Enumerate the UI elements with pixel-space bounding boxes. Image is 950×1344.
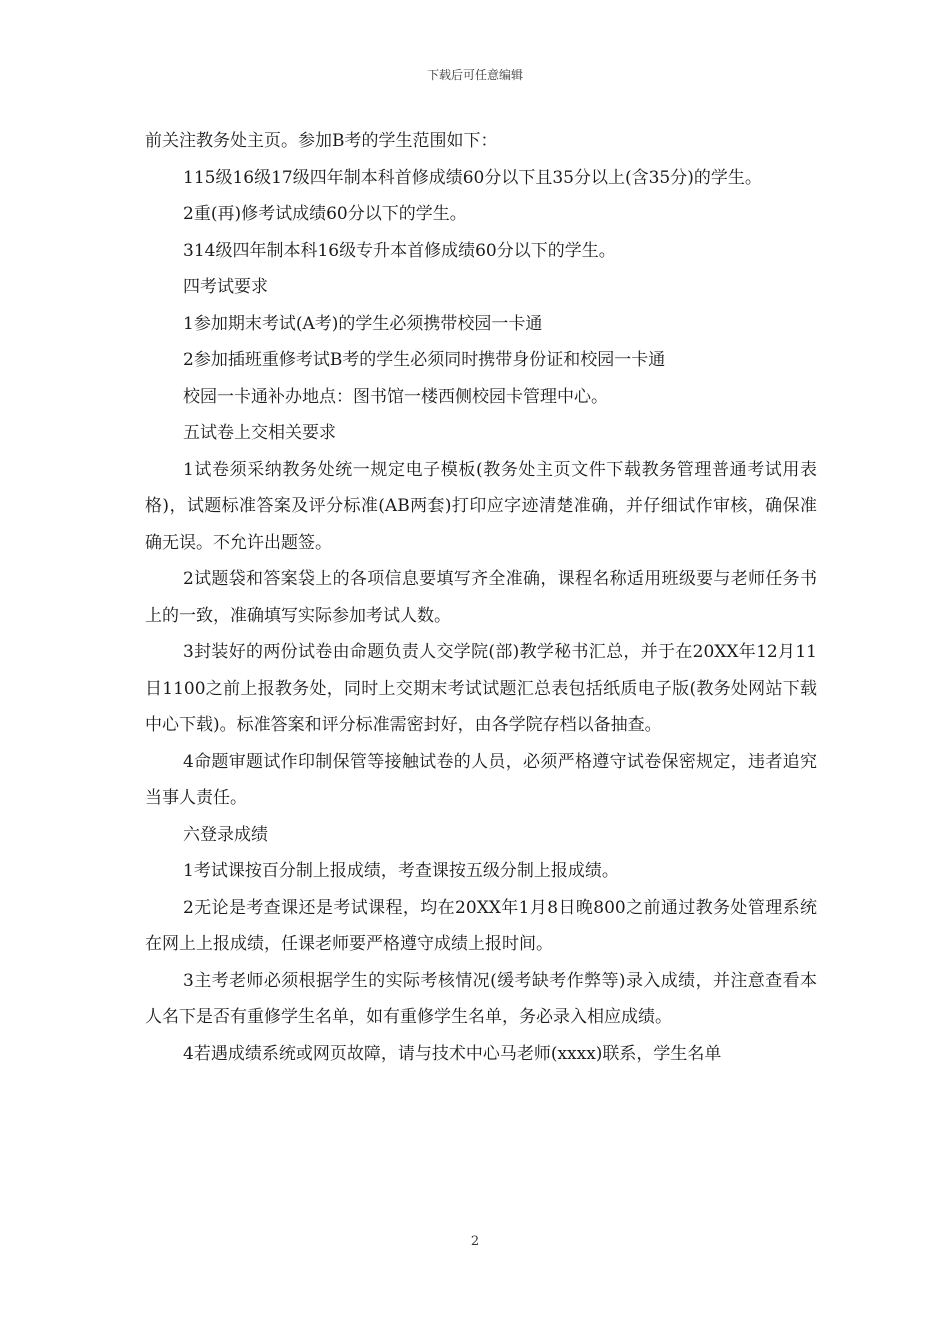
paragraph: 4若遇成绩系统或网页故障，请与技术中心马老师(xxxx)联系，学生名单 bbox=[183, 1043, 722, 1064]
paragraph: 3主考老师必须根据学生的实际考核情况(缓考缺考作弊等)录入成绩，并注意查看本人名下是否有重修学生名单，如有重修学生名单，务必录入相应成绩。 bbox=[145, 970, 817, 1027]
section-heading: 六登录成绩 bbox=[183, 824, 268, 845]
section-heading: 四考试要求 bbox=[183, 277, 268, 297]
section-heading: 五试卷上交相关要求 bbox=[183, 423, 336, 443]
paragraph: 2参加插班重修考试B考的学生必须同时携带身份证和校园一卡通 bbox=[183, 350, 666, 370]
paragraph: 4命题审题试作印制保管等接触试卷的人员，必须严格遵守试卷保密规定，违者追究当事人责任。 bbox=[145, 751, 817, 808]
paragraph: 前关注教务处主页。参加B考的学生范围如下： bbox=[145, 131, 498, 151]
page-header-note: 下载后可任意编辑 bbox=[426, 68, 523, 82]
paragraph: 校园一卡通补办地点：图书馆一楼西侧校园卡管理中心。 bbox=[183, 386, 608, 407]
paragraph: 1参加期末考试(A考)的学生必须携带校园一卡通 bbox=[183, 313, 543, 334]
paragraph: 1考试课按百分制上报成绩，考查课按五级分制上报成绩。 bbox=[183, 861, 619, 881]
document-body bbox=[145, 123, 817, 1072]
paragraph: 1试卷须采纳教务处统一规定电子模板(教务处主页文件下载教务管理普通考试用表格)，试题标准答案及评分标准(AB两套)打印应字迹清楚准确，并仔细试作审核，确保准确无误。不允许出题签。 bbox=[145, 459, 817, 553]
paragraph: 2无论是考查课还是考试课程，均在20XX年1月8日晚800之前通过教务处管理系统在网上上报成绩，任课老师要严格遵守成绩上报时间。 bbox=[145, 897, 817, 954]
paragraph: 2重(再)修考试成绩60分以下的学生。 bbox=[183, 204, 467, 224]
paragraph: 2试题袋和答案袋上的各项信息要填写齐全准确，课程名称适用班级要与老师任务书上的一致，准确填写实际参加考试人数。 bbox=[145, 569, 817, 626]
paragraph: 314级四年制本科16级专升本首修成绩60分以下的学生。 bbox=[183, 240, 616, 261]
paragraph: 115级16级17级四年制本科首修成绩60分以下且35分以上(含35分)的学生。 bbox=[183, 167, 762, 188]
page-number: 2 bbox=[470, 1234, 480, 1249]
paragraph: 3封装好的两份试卷由命题负责人交学院(部)教学秘书汇总，并于在20XX年12月11日1100之前上报教务处，同时上交期末考试试题汇总表包括纸质电子版(教务处网站下载中心下载)。标准答案和评分标准需密封好，由各学院存档以备抽查。 bbox=[145, 642, 817, 735]
